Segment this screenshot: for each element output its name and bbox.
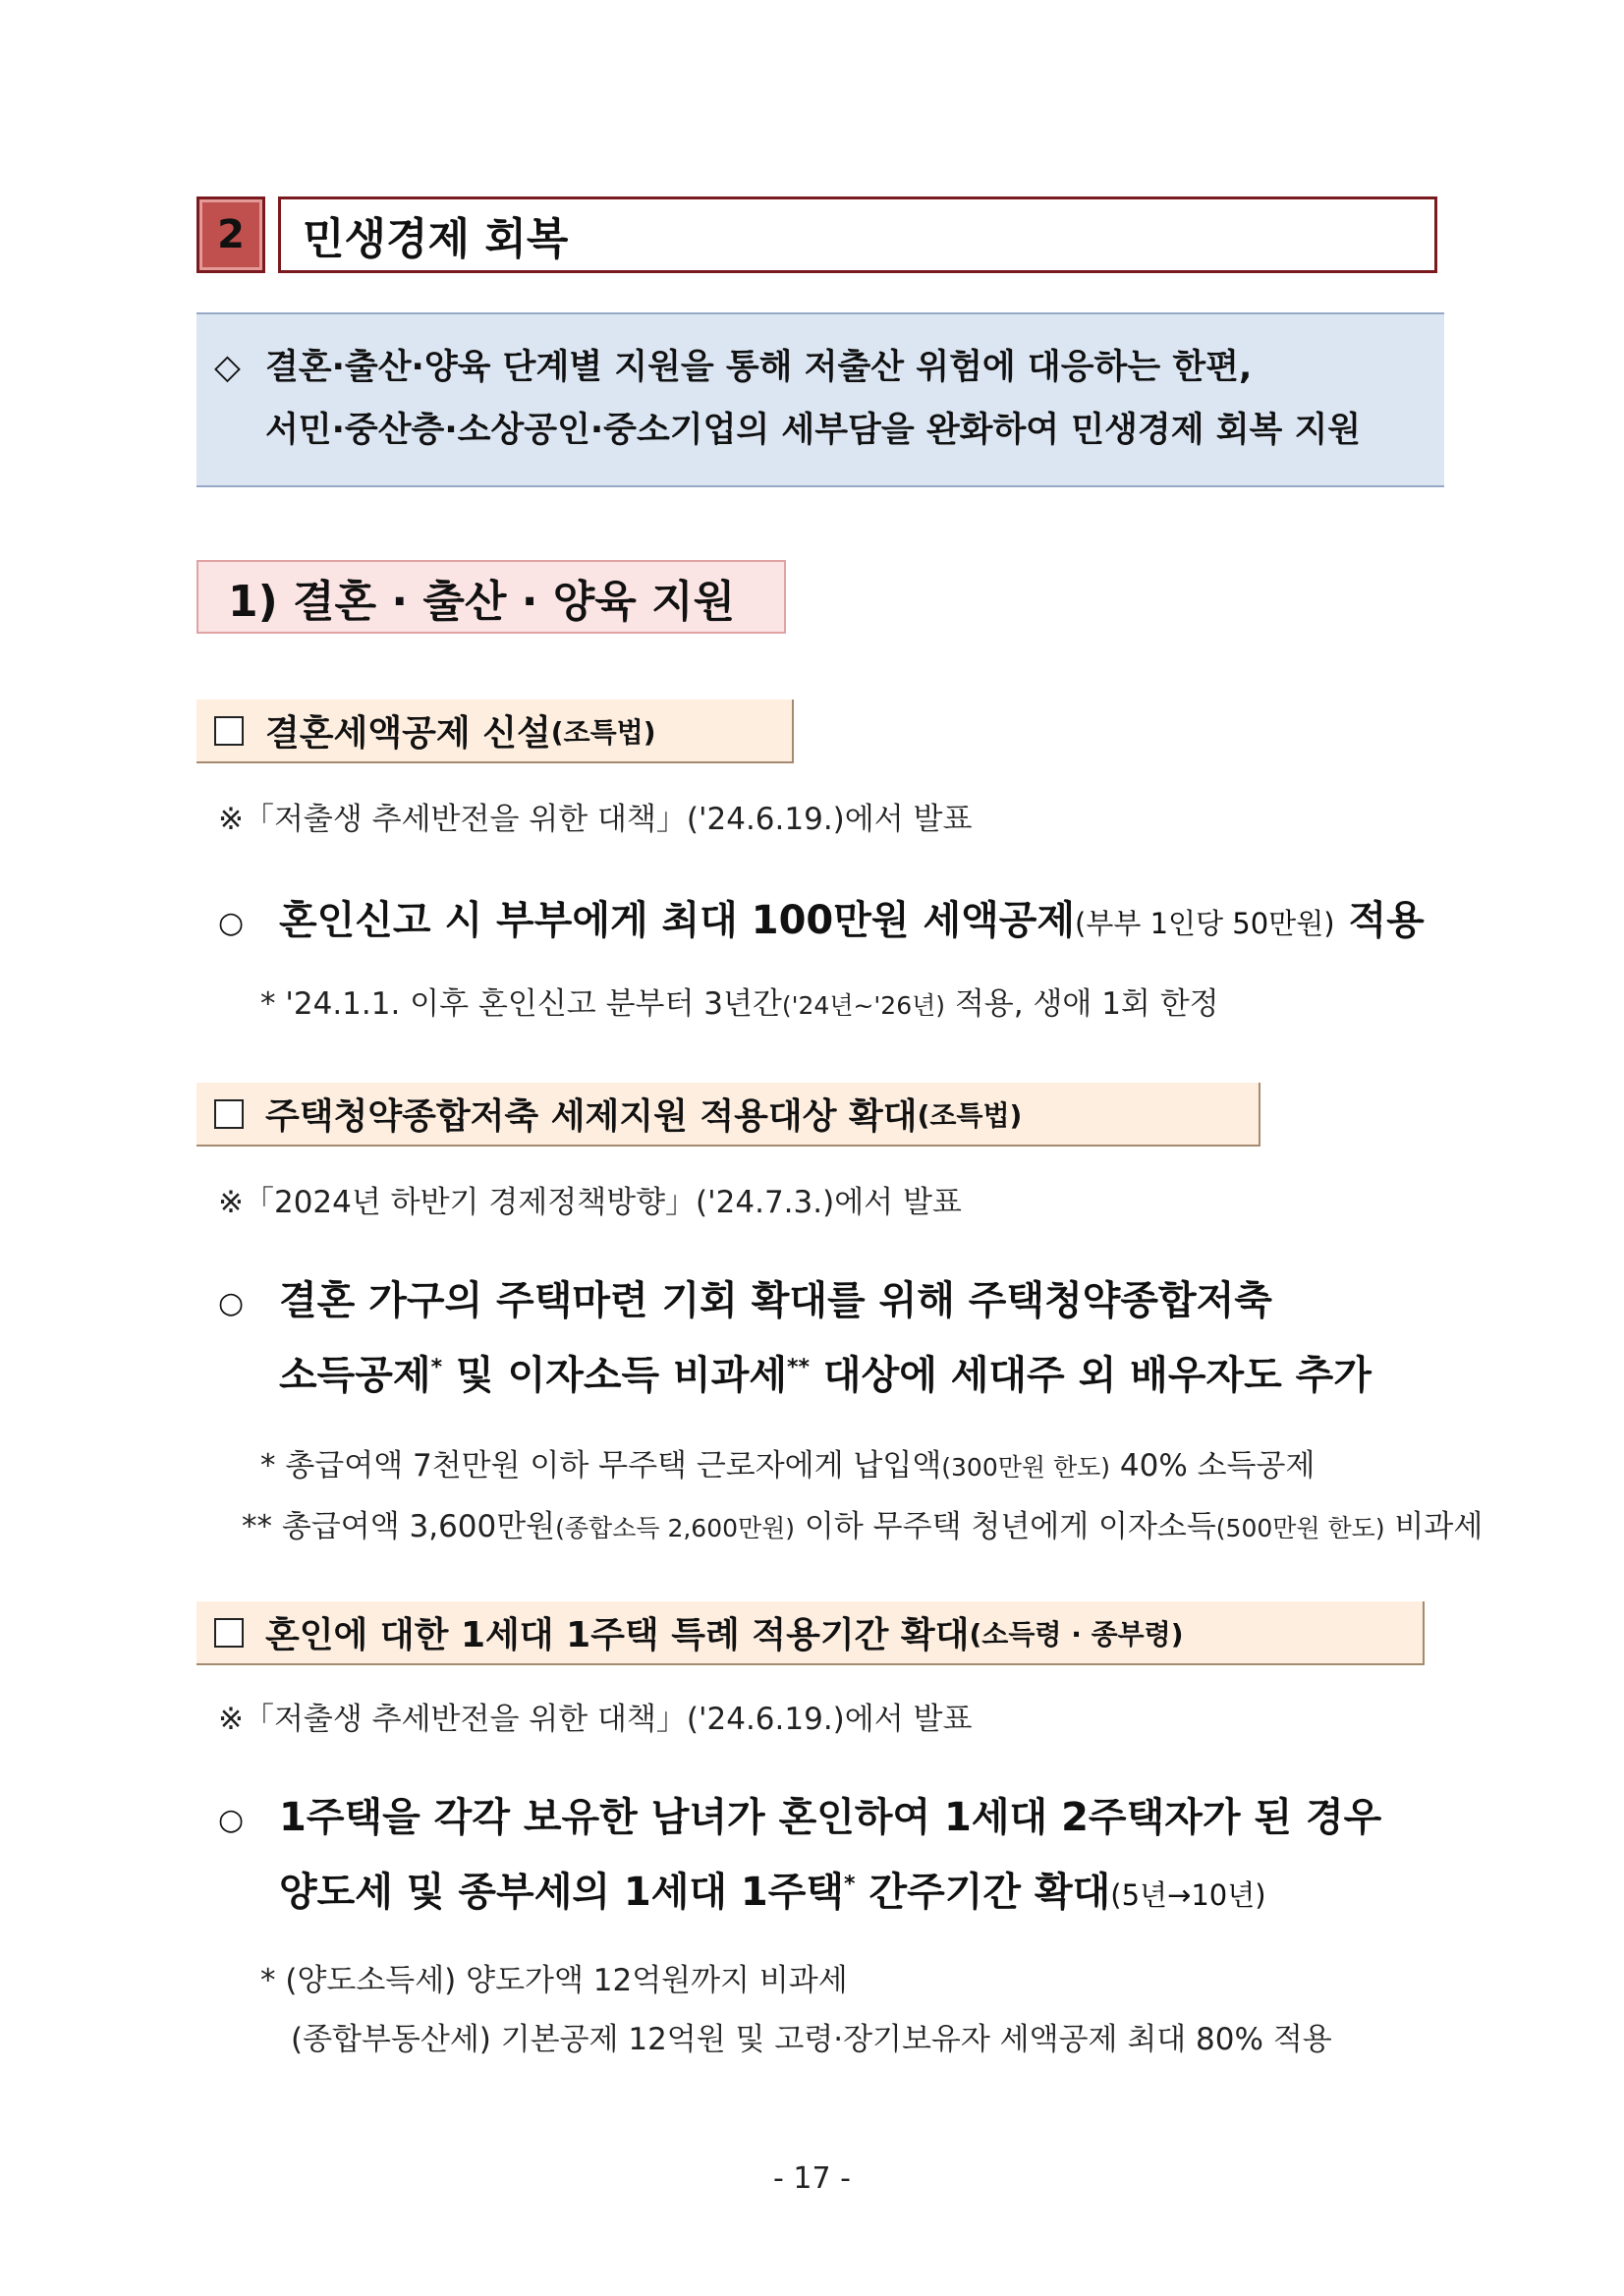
summary-box	[196, 312, 1444, 487]
item-law: (조특법)	[917, 1098, 1023, 1132]
item-source: ※「저출생 추세반전을 위한 대책」('24.6.19.)에서 발표	[218, 1702, 973, 1737]
bullet-point-continued: 양도세 및 종부세의 1세대 1주택* 간주기간 확대(5년→10년)	[279, 1870, 1266, 1915]
bullet-point: ○ 혼인신고 시 부부에게 최대 100만원 세액공제(부부 1인당 50만원) 적용	[218, 898, 1425, 943]
summary-line-1: 결혼·출산·양육 단계별 지원을 통해 저출산 위험에 대응하는 한편,	[265, 348, 1253, 387]
item-title: 혼인에 대한 1세대 1주택 특례 적용기간 확대	[265, 1615, 970, 1655]
item-header-housing-savings	[196, 1083, 1260, 1147]
bullet-point: ○ 결혼 가구의 주택마련 기회 확대를 위해 주택청약종합저축	[218, 1278, 1272, 1323]
footnote: * '24.1.1. 이후 혼인신고 분부터 3년간('24년~'26년) 적용, 생애 1회 한정	[260, 986, 1219, 1022]
circle-bullet-icon: ○	[218, 1802, 245, 1837]
item-header-one-household	[196, 1601, 1425, 1665]
checkbox-icon	[214, 716, 244, 746]
checkbox-icon	[214, 1618, 244, 1648]
footnote: (종합부동산세) 기본공제 12억원 및 고령·장기보유자 세액공제 최대 80% 적용	[291, 2022, 1332, 2057]
summary-line-2: 서민·중산층·소상공인·중소기업의 세부담을 완화하여 민생경제 회복 지원	[265, 411, 1362, 450]
item-title: 결혼세액공제 신설	[265, 713, 551, 754]
item-header-marriage-tax-credit	[196, 700, 794, 763]
circle-bullet-icon: ○	[218, 905, 245, 940]
subsection-title: 1) 결혼 · 출산 · 양육 지원	[196, 560, 786, 634]
item-title: 주택청약종합저축 세제지원 적용대상 확대	[265, 1096, 918, 1137]
section-number: 2	[196, 196, 265, 273]
bullet-point-continued: 소득공제* 및 이자소득 비과세** 대상에 세대주 외 배우자도 추가	[279, 1353, 1372, 1398]
checkbox-icon	[214, 1099, 244, 1129]
footnote: * (양도소득세) 양도가액 12억원까지 비과세	[260, 1963, 848, 1998]
footnote: ** 총급여액 3,600만원(종합소득 2,600만원) 이하 무주택 청년에게 이자소득(500만원 한도) 비과세	[242, 1509, 1484, 1544]
item-law: (조특법)	[550, 715, 656, 749]
diamond-icon: ◇	[214, 348, 241, 387]
footnote: * 총급여액 7천만원 이하 무주택 근로자에게 납입액(300만원 한도) 40% 소득공제	[260, 1448, 1316, 1484]
item-source: ※「2024년 하반기 경제정책방향」('24.7.3.)에서 발표	[218, 1185, 962, 1220]
section-title: 민생경제 회복	[278, 196, 1437, 273]
item-source: ※「저출생 추세반전을 위한 대책」('24.6.19.)에서 발표	[218, 802, 973, 837]
circle-bullet-icon: ○	[218, 1285, 245, 1320]
bullet-point: ○ 1주택을 각각 보유한 남녀가 혼인하여 1세대 2주택자가 된 경우	[218, 1795, 1382, 1840]
item-law: (소득령 · 종부령)	[969, 1617, 1184, 1651]
page-number: - 17 -	[773, 2161, 851, 2196]
